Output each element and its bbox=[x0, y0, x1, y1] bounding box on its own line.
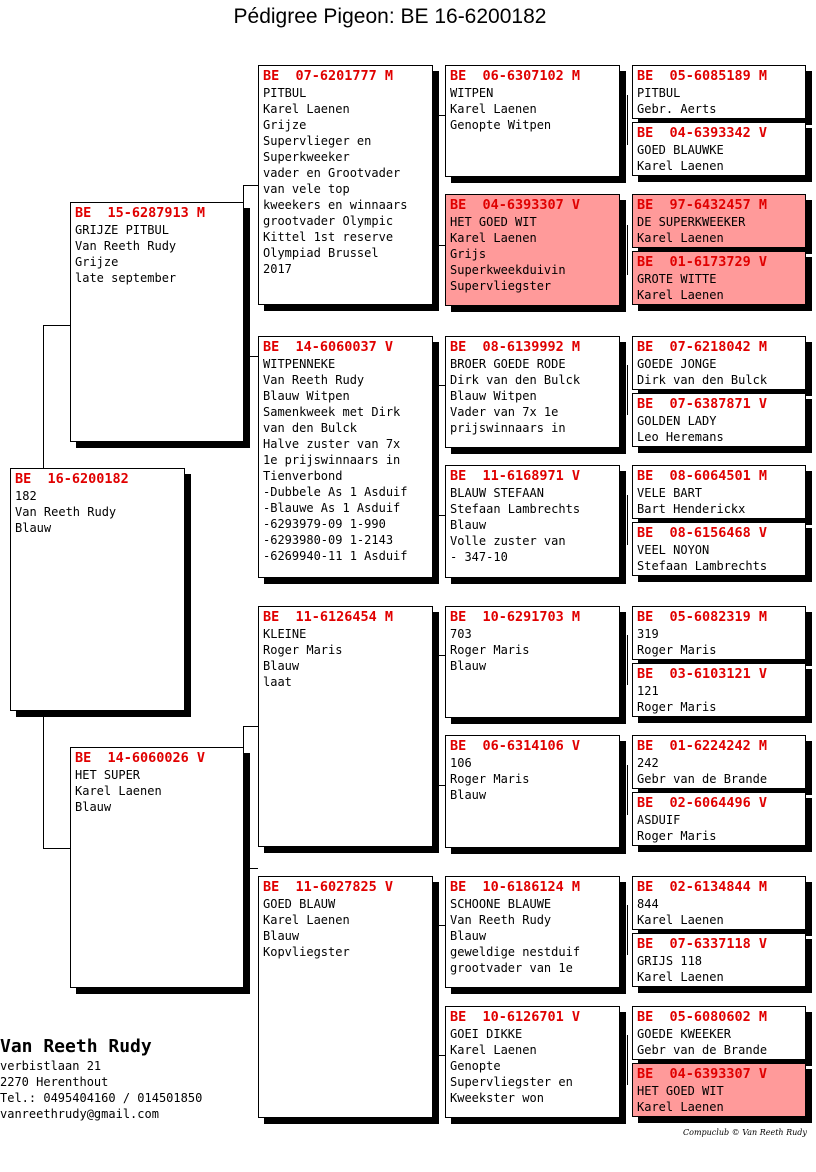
card-line: WITPENNEKE bbox=[263, 357, 336, 371]
pigeon-card-gen5 bbox=[632, 65, 806, 119]
pigeon-card-gen4 bbox=[445, 1006, 620, 1118]
card-line: VEEL NOYON bbox=[637, 543, 710, 557]
ring-number: BE 10-6126701 V bbox=[450, 1009, 581, 1025]
pigeon-card-gen5 bbox=[632, 1006, 806, 1060]
pigeon-card-gen5 bbox=[632, 1063, 806, 1117]
connector bbox=[433, 655, 445, 656]
connector bbox=[433, 785, 445, 786]
connector bbox=[433, 925, 445, 926]
card-line: VELE BART bbox=[637, 486, 703, 500]
connector bbox=[243, 356, 258, 357]
card-line: Halve zuster van 7x bbox=[263, 437, 401, 451]
footer-credit: Compuclub © Van Reeth Rudy bbox=[683, 1128, 807, 1137]
card-line: PITBUL bbox=[637, 86, 681, 100]
card-line: -Blauwe As 1 Asduif bbox=[263, 501, 401, 515]
card-line: Van Reeth Rudy bbox=[450, 913, 552, 927]
pigeon-card-gen4 bbox=[445, 336, 620, 448]
card-line: vader en Grootvader bbox=[263, 166, 401, 180]
card-line: prijswinnaars in bbox=[450, 421, 566, 435]
ring-number: BE 07-6387871 V bbox=[637, 396, 768, 412]
connector bbox=[433, 515, 445, 516]
ring-number: BE 08-6064501 M bbox=[637, 468, 768, 484]
ring-number: BE 06-6314106 V bbox=[450, 738, 581, 754]
ring-number: BE 16-6200182 bbox=[15, 471, 129, 487]
pigeon-card-gen3 bbox=[258, 876, 433, 1118]
card-line: Karel Laenen bbox=[637, 970, 724, 984]
card-line: Dirk van den Bulck bbox=[637, 373, 768, 387]
card-line: Bart Henderickx bbox=[637, 502, 746, 516]
card-line: Genopte Witpen bbox=[450, 118, 552, 132]
card-line: Vader van 7x 1e bbox=[450, 405, 559, 419]
card-line: Karel Laenen bbox=[75, 784, 162, 798]
card-line: Blauw bbox=[263, 929, 300, 943]
card-line: Samenkweek met Dirk bbox=[263, 405, 401, 419]
pigeon-card-gen5 bbox=[632, 393, 806, 447]
card-line: HET GOED WIT bbox=[637, 1084, 724, 1098]
ring-number: BE 10-6291703 M bbox=[450, 609, 581, 625]
pigeon-card-gen3 bbox=[258, 65, 433, 305]
card-line: GRIJZE PITBUL bbox=[75, 223, 169, 237]
card-line: Superkweeker bbox=[263, 150, 350, 164]
pigeon-card-gen5 bbox=[632, 251, 806, 305]
card-line: Blauw bbox=[450, 929, 487, 943]
card-line: Supervlieger en bbox=[263, 134, 372, 148]
pigeon-card-gen5 bbox=[632, 465, 806, 519]
page-title: Pédigree Pigeon: BE 16-6200182 bbox=[233, 5, 547, 28]
owner-address: verbistlaan 21 bbox=[0, 1059, 102, 1073]
card-line: Kopvliegster bbox=[263, 945, 350, 959]
card-line: Supervliegster en bbox=[450, 1075, 573, 1089]
card-line: Tienverbond bbox=[263, 469, 343, 483]
connector bbox=[627, 365, 628, 415]
card-line: KLEINE bbox=[263, 627, 307, 641]
card-line: WITPEN bbox=[450, 86, 494, 100]
card-line: Blauw Witpen bbox=[450, 389, 537, 403]
card-line: Supervliegster bbox=[450, 279, 552, 293]
card-line: HET SUPER bbox=[75, 768, 141, 782]
connector bbox=[43, 848, 71, 849]
ring-number: BE 03-6103121 V bbox=[637, 666, 768, 682]
pigeon-card-gen5 bbox=[632, 735, 806, 789]
card-line: Karel Laenen bbox=[263, 913, 350, 927]
card-line: Olympiad Brussel bbox=[263, 246, 379, 260]
card-line: BLAUW STEFAAN bbox=[450, 486, 544, 500]
card-line: Van Reeth Rudy bbox=[15, 505, 117, 519]
card-line: ASDUIF bbox=[637, 813, 681, 827]
pigeon-card-gen5 bbox=[632, 122, 806, 176]
ring-number: BE 08-6156468 V bbox=[637, 525, 768, 541]
pigeon-card-gen4 bbox=[445, 735, 620, 848]
card-line: Karel Laenen bbox=[263, 102, 350, 116]
card-line: Roger Maris bbox=[637, 829, 717, 843]
pigeon-card-gen4 bbox=[445, 606, 620, 718]
card-line: Blauw bbox=[263, 659, 300, 673]
card-line: Van Reeth Rudy bbox=[75, 239, 177, 253]
connector bbox=[243, 868, 258, 869]
card-line: Gebr. Aerts bbox=[637, 102, 717, 116]
card-line: Gebr van de Brande bbox=[637, 772, 768, 786]
connector bbox=[627, 635, 628, 685]
connector bbox=[433, 115, 445, 116]
ring-number: BE 07-6201777 M bbox=[263, 68, 394, 84]
ring-number: BE 10-6186124 M bbox=[450, 879, 581, 895]
ring-number: BE 04-6393307 V bbox=[450, 197, 581, 213]
card-line: Dirk van den Bulck bbox=[450, 373, 581, 387]
card-line: van vele top bbox=[263, 182, 350, 196]
card-line: Blauw bbox=[450, 659, 487, 673]
owner-phone: Tel.: 0495404160 / 014501850 bbox=[0, 1091, 203, 1105]
card-line: SCHOONE BLAUWE bbox=[450, 897, 552, 911]
card-line: GOEDE JONGE bbox=[637, 357, 717, 371]
connector bbox=[43, 710, 44, 848]
card-line: Blauw bbox=[75, 800, 112, 814]
connector bbox=[627, 495, 628, 545]
card-line: Volle zuster van bbox=[450, 534, 566, 548]
owner-email[interactable]: vanreethrudy@gmail.com bbox=[0, 1107, 159, 1121]
ring-number: BE 15-6287913 M bbox=[75, 205, 206, 221]
pigeon-card-gen3 bbox=[258, 336, 433, 578]
connector bbox=[243, 185, 258, 186]
card-line: Superkweekduivin bbox=[450, 263, 566, 277]
card-line: Karel Laenen bbox=[637, 159, 724, 173]
ring-number: BE 01-6224242 M bbox=[637, 738, 768, 754]
ring-number: BE 07-6218042 M bbox=[637, 339, 768, 355]
connector bbox=[433, 1055, 445, 1056]
card-line: Roger Maris bbox=[450, 643, 530, 657]
card-line: Blauw Witpen bbox=[263, 389, 350, 403]
card-line: 121 bbox=[637, 684, 659, 698]
card-line: -6293979-09 1-990 bbox=[263, 517, 386, 531]
pigeon-card-gen5 bbox=[632, 933, 806, 987]
card-line: Roger Maris bbox=[637, 643, 717, 657]
card-line: Roger Maris bbox=[450, 772, 530, 786]
card-line: GRIJS 118 bbox=[637, 954, 703, 968]
card-line: -6269940-11 1 Asduif bbox=[263, 549, 408, 563]
owner-name: Van Reeth Rudy bbox=[0, 1036, 152, 1057]
ring-number: BE 04-6393307 V bbox=[637, 1066, 768, 1082]
card-line: -6293980-09 1-2143 bbox=[263, 533, 394, 547]
card-line: Blauw bbox=[15, 521, 52, 535]
ring-number: BE 14-6060026 V bbox=[75, 750, 206, 766]
card-line: GOEDE KWEEKER bbox=[637, 1027, 731, 1041]
pigeon-card-gen3 bbox=[258, 606, 433, 847]
card-line: BROER GOEDE RODE bbox=[450, 357, 566, 371]
pigeon-card-gen4 bbox=[445, 465, 620, 578]
card-line: - 347-10 bbox=[450, 550, 508, 564]
card-line: Leo Heremans bbox=[637, 430, 724, 444]
connector bbox=[627, 905, 628, 955]
card-line: Gebr van de Brande bbox=[637, 1043, 768, 1057]
card-line: 2017 bbox=[263, 262, 292, 276]
connector bbox=[243, 185, 244, 202]
card-line: Stefaan Lambrechts bbox=[450, 502, 581, 516]
ring-number: BE 02-6134844 M bbox=[637, 879, 768, 895]
ring-number: BE 11-6168971 V bbox=[450, 468, 581, 484]
pigeon-card-gen5 bbox=[632, 522, 806, 576]
ring-number: BE 11-6126454 M bbox=[263, 609, 394, 625]
pigeon-card-gen5 bbox=[632, 606, 806, 660]
connector bbox=[243, 726, 244, 747]
card-line: grootvader Olympic bbox=[263, 214, 394, 228]
card-line: 242 bbox=[637, 756, 659, 770]
connector bbox=[43, 325, 44, 468]
card-line: HET GOED WIT bbox=[450, 215, 537, 229]
owner-city: 2270 Herenthout bbox=[0, 1075, 109, 1089]
card-line: Karel Laenen bbox=[450, 231, 537, 245]
card-line: kweekers en winnaars bbox=[263, 198, 408, 212]
connector bbox=[627, 1035, 628, 1085]
pigeon-card-mother bbox=[70, 747, 244, 988]
card-line: GOED BLAUW bbox=[263, 897, 336, 911]
card-line: laat bbox=[263, 675, 292, 689]
owner-info bbox=[0, 1036, 202, 1122]
card-line: GOED BLAUWKE bbox=[637, 143, 724, 157]
card-line: Blauw bbox=[450, 518, 487, 532]
connector bbox=[43, 325, 71, 326]
card-line: grootvader van 1e bbox=[450, 961, 573, 975]
pigeon-card-gen5 bbox=[632, 194, 806, 248]
pigeon-card-gen5 bbox=[632, 663, 806, 717]
card-line: Karel Laenen bbox=[637, 288, 724, 302]
pigeon-card-gen5 bbox=[632, 876, 806, 930]
card-line: van den Bulck bbox=[263, 421, 357, 435]
card-line: Kittel 1st reserve bbox=[263, 230, 394, 244]
card-line: Grijze bbox=[75, 255, 119, 269]
card-line: Karel Laenen bbox=[637, 231, 724, 245]
pigeon-card-gen4 bbox=[445, 876, 620, 988]
card-line: Karel Laenen bbox=[450, 102, 537, 116]
ring-number: BE 07-6337118 V bbox=[637, 936, 768, 952]
card-line: PITBUL bbox=[263, 86, 307, 100]
card-line: Blauw bbox=[450, 788, 487, 802]
card-line: 1e prijswinnaars in bbox=[263, 453, 401, 467]
card-line: -Dubbele As 1 Asduif bbox=[263, 485, 408, 499]
pigeon-card-subject bbox=[10, 468, 185, 711]
ring-number: BE 06-6307102 M bbox=[450, 68, 581, 84]
card-line: geweldige nestduif bbox=[450, 945, 581, 959]
ring-number: BE 11-6027825 V bbox=[263, 879, 394, 895]
card-line: Kweekster won bbox=[450, 1091, 544, 1105]
ring-number: BE 08-6139992 M bbox=[450, 339, 581, 355]
card-line: Van Reeth Rudy bbox=[263, 373, 365, 387]
ring-number: BE 05-6080602 M bbox=[637, 1009, 768, 1025]
card-line: GOLDEN LADY bbox=[637, 414, 717, 428]
connector bbox=[433, 245, 445, 246]
card-line: 106 bbox=[450, 756, 472, 770]
connector bbox=[627, 95, 628, 145]
pigeon-card-gen4 bbox=[445, 194, 620, 306]
card-line: late september bbox=[75, 271, 177, 285]
card-line: 703 bbox=[450, 627, 472, 641]
card-line: 182 bbox=[15, 489, 37, 503]
ring-number: BE 01-6173729 V bbox=[637, 254, 768, 270]
ring-number: BE 14-6060037 V bbox=[263, 339, 394, 355]
pigeon-card-father bbox=[70, 202, 244, 442]
ring-number: BE 05-6085189 M bbox=[637, 68, 768, 84]
card-line: Genopte bbox=[450, 1059, 501, 1073]
connector bbox=[627, 765, 628, 815]
card-line: 319 bbox=[637, 627, 659, 641]
card-line: Roger Maris bbox=[263, 643, 343, 657]
connector bbox=[627, 225, 628, 275]
pigeon-card-gen4 bbox=[445, 65, 620, 177]
card-line: Karel Laenen bbox=[637, 1100, 724, 1114]
ring-number: BE 97-6432457 M bbox=[637, 197, 768, 213]
ring-number: BE 04-6393342 V bbox=[637, 125, 768, 141]
card-line: Grijs bbox=[450, 247, 487, 261]
ring-number: BE 02-6064496 V bbox=[637, 795, 768, 811]
ring-number: BE 05-6082319 M bbox=[637, 609, 768, 625]
card-line: Grijze bbox=[263, 118, 307, 132]
connector bbox=[243, 726, 258, 727]
pigeon-card-gen5 bbox=[632, 792, 806, 846]
card-line: Roger Maris bbox=[637, 700, 717, 714]
card-line: DE SUPERKWEEKER bbox=[637, 215, 746, 229]
pigeon-card-gen5 bbox=[632, 336, 806, 390]
card-line: Karel Laenen bbox=[450, 1043, 537, 1057]
card-line: Karel Laenen bbox=[637, 913, 724, 927]
card-line: Stefaan Lambrechts bbox=[637, 559, 768, 573]
card-line: GOEI DIKKE bbox=[450, 1027, 523, 1041]
card-line: 844 bbox=[637, 897, 659, 911]
card-line: GROTE WITTE bbox=[637, 272, 717, 286]
connector bbox=[433, 385, 445, 386]
